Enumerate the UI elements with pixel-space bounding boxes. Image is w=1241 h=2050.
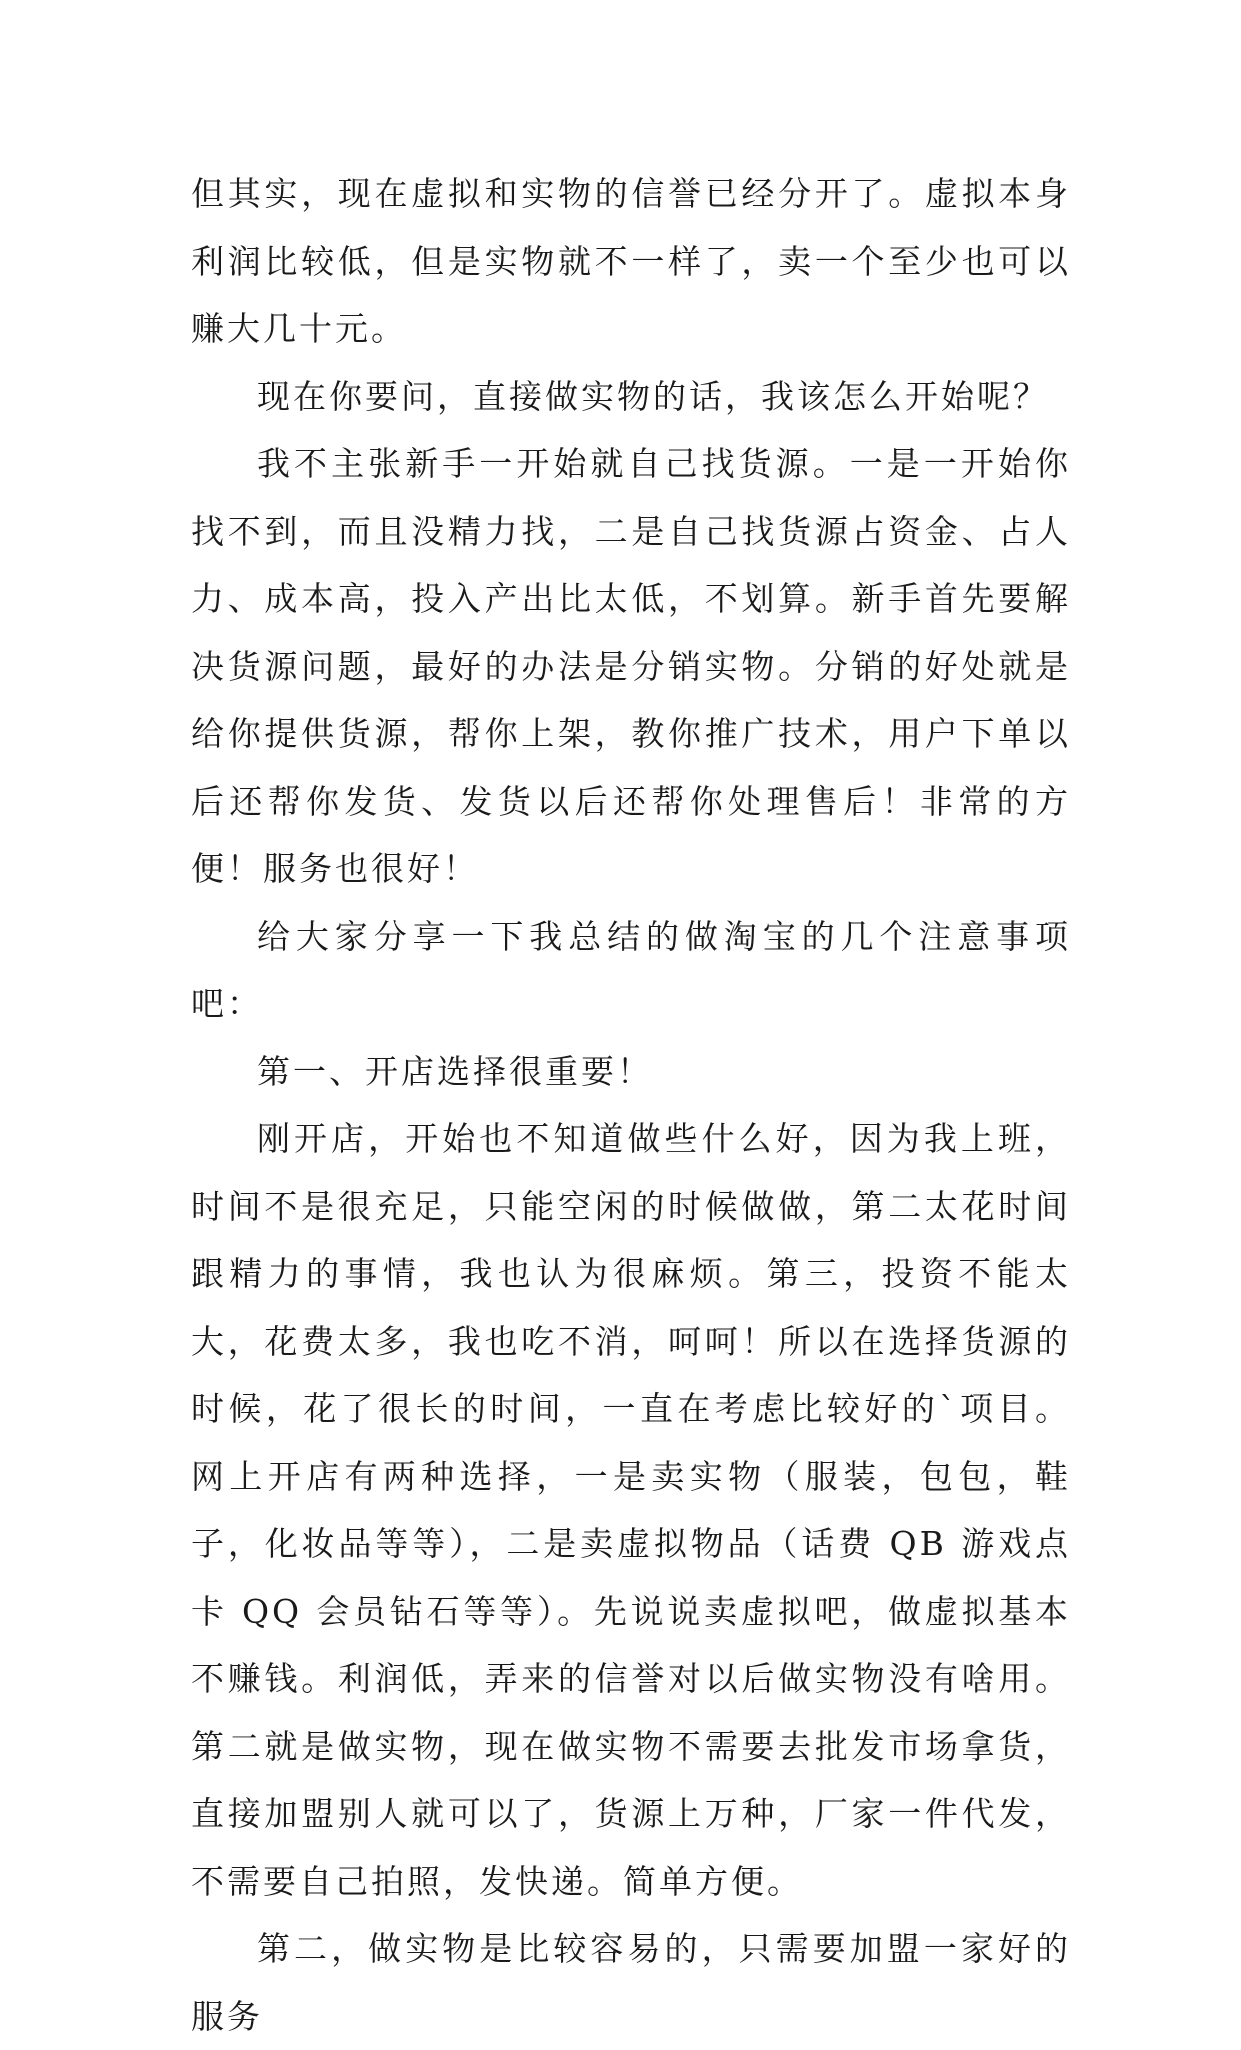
paragraph-1: 但其实，现在虚拟和实物的信誉已经分开了。虚拟本身利润比较低，但是实物就不一样了，卖一个至少也可以赚大几十元。 — [191, 174, 1071, 348]
paragraph-7: 第二，做实物是比较容易的，只需要加盟一家好的服务 — [191, 1929, 1071, 2036]
paragraph-5: 第一、开店选择很重要！ — [257, 1051, 653, 1091]
paragraph-6: 刚开店，开始也不知道做些什么好，因为我上班，时间不是很充足，只能空闲的时候做做，第二太花时间跟精力的事情，我也认为很麻烦。第三，投资不能太大，花费太多，我也吃不消，呵呵！所以在选择货源的时候，花了很长的时间，一直在考虑比较好的`项目。网上开店有两种选择，一是卖实物（服装，包包，鞋子，化妆品等等），二是卖虚拟物品（话费 QB 游戏点卡 QQ 会员钻石等等）。先说说卖虚拟吧，做虚拟基本不赚钱。利润低，弄来的信誉对以后做实物没有啥用。第二就是做实物，现在做实物不需要去批发市场拿货，直接加盟别人就可以了，货源上万种，厂家一件代发，不需要自己拍照，发快递。简单方便。 — [191, 1119, 1071, 1901]
paragraph-4: 给大家分享一下我总结的做淘宝的几个注意事项吧： — [191, 916, 1071, 1023]
paragraph-2: 现在你要问，直接做实物的话，我该怎么开始呢？ — [257, 376, 1049, 416]
paragraph-3: 我不主张新手一开始就自己找货源。一是一开始你找不到，而且没精力找，二是自己找货源占资金、占人力、成本高，投入产出比太低，不划算。新手首先要解决货源问题，最好的办法是分销实物。分销的好处就是给你提供货源，帮你上架，教你推广技术，用户下单以后还帮你发货、发货以后还帮你处理售后！非常的方便！服务也很好！ — [191, 444, 1071, 888]
document-page — [191, 160, 1071, 2050]
